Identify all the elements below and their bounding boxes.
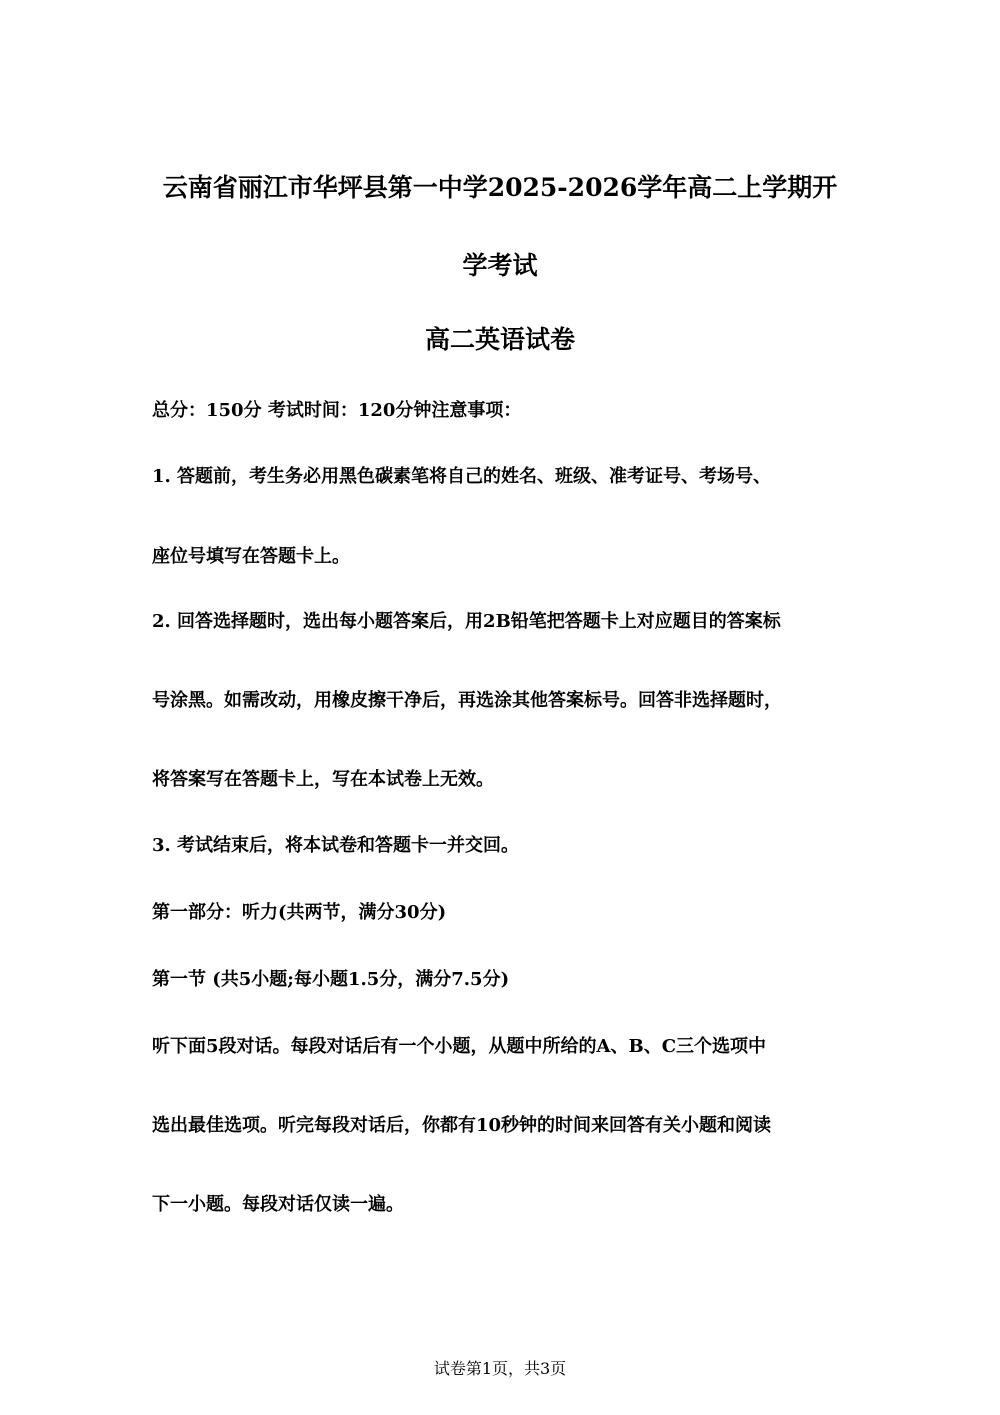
- page-footer: 试卷第1页，共3页: [433, 1359, 567, 1378]
- notice-item-1-line-1: 1. 答题前，考生务必用黑色碳素笔将自己的姓名、班级、准考证号、考场号、: [152, 466, 772, 487]
- exam-subtitle: 高二英语试卷: [424, 325, 575, 354]
- notice-item-1-line-2: 座位号填写在答题卡上。: [152, 546, 350, 567]
- notice-item-3: 3. 考试结束后，将本试卷和答题卡一并交回。: [152, 835, 520, 856]
- notice-item-2-line-2: 号涂黑。如需改动，用橡皮擦干净后，再选涂其他答案标号。回答非选择题时，: [152, 690, 782, 711]
- listening-instructions-line-3: 下一小题。每段对话仅读一遍。: [152, 1194, 404, 1215]
- section-part-1-heading: 第一部分：听力(共两节，满分30分): [152, 902, 447, 923]
- notice-item-2-line-1: 2. 回答选择题时，选出每小题答案后，用2B铅笔把答题卡上对应题目的答案标: [152, 611, 781, 632]
- exam-title-line-2: 学考试: [462, 251, 538, 280]
- listening-instructions-line-2: 选出最佳选项。听完每段对话后，你都有10秒钟的时间来回答有关小题和阅读: [152, 1115, 772, 1136]
- notice-item-2-line-3: 将答案写在答题卡上，写在本试卷上无效。: [152, 769, 494, 790]
- exam-title-line-1: 云南省丽江市华坪县第一中学2025-2026学年高二上学期开: [162, 173, 838, 202]
- listening-instructions-line-1: 听下面5段对话。每段对话后有一个小题，从题中所给的A、B、C三个选项中: [152, 1036, 767, 1057]
- exam-summary: 总分：150分 考试时间：120分钟注意事项：: [152, 400, 522, 421]
- section-sub-1-heading: 第一节 (共5小题;每小题1.5分，满分7.5分): [152, 969, 510, 990]
